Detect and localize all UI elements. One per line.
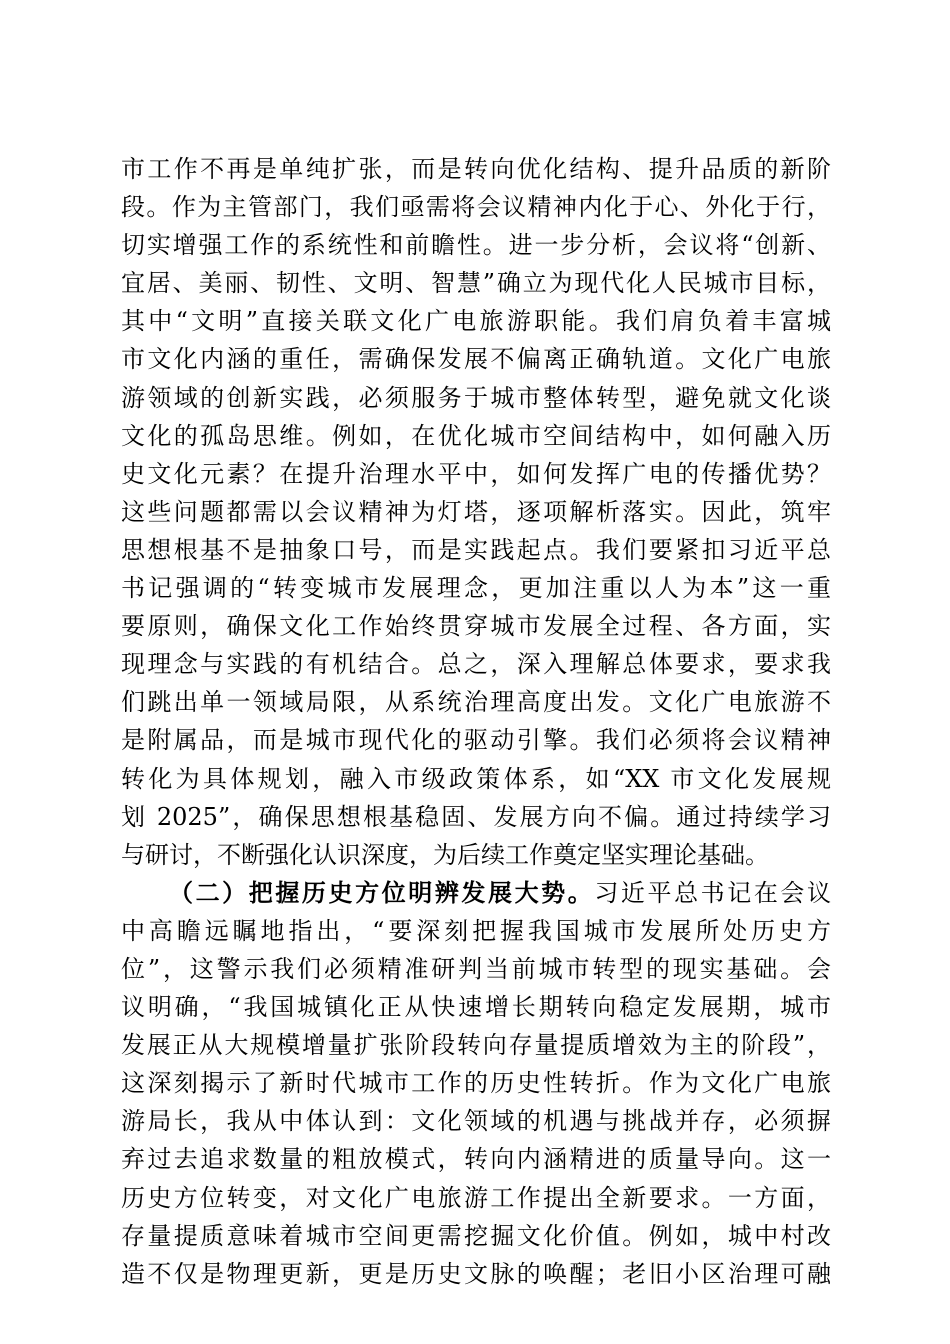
- text-line: 史文化元素？在提升治理水平中，如何发挥广电的传播优势？: [121, 459, 831, 488]
- text-line: 中高瞻远瞩地指出，“要深刻把握我国城市发展所处历史方: [121, 916, 831, 945]
- text-line: 转化为具体规划，融入市级政策体系，如“XX 市文化发展规: [121, 764, 831, 793]
- text-line: 段。作为主管部门，我们亟需将会议精神内化于心、外化于行，: [121, 193, 831, 222]
- text-span: 习近平总书记在会议: [594, 878, 832, 907]
- text-line: 这些问题都需以会议精神为灯塔，逐项解析落实。因此，筑牢: [121, 497, 831, 526]
- text-line: 思想根基不是抽象口号，而是实践起点。我们要紧扣习近平总: [121, 535, 831, 564]
- text-line: 们跳出单一领域局限，从系统治理高度出发。文化广电旅游不: [121, 688, 831, 717]
- text-line: 发展正从大规模增量扩张阶段转向存量提质增效为主的阶段”，: [121, 1031, 831, 1060]
- text-line: 游领域的创新实践，必须服务于城市整体转型，避免就文化谈: [121, 383, 831, 412]
- text-line: 要原则，确保文化工作始终贯穿城市发展全过程、各方面，实: [121, 612, 831, 641]
- text-line: 现理念与实践的有机结合。总之，深入理解总体要求，要求我: [121, 650, 831, 679]
- paragraph-2: [121, 874, 831, 1293]
- section-heading: （二）把握历史方位明辨发展大势。: [169, 877, 595, 907]
- body-text: [121, 150, 831, 1293]
- text-line: 其中“文明”直接关联文化广电旅游职能。我们肩负着丰富城: [121, 307, 831, 336]
- text-line: 文化的孤岛思维。例如，在优化城市空间结构中，如何融入历: [121, 421, 831, 450]
- text-line: 书记强调的“转变城市发展理念，更加注重以人为本”这一重: [121, 574, 831, 603]
- text-line: 市文化内涵的重任，需确保发展不偏离正确轨道。文化广电旅: [121, 345, 831, 374]
- text-line: 游局长，我从中体认到：文化领域的机遇与挑战并存，必须摒: [121, 1107, 831, 1136]
- paragraph-2-first-line: [121, 874, 831, 912]
- text-line: 划 2025”，确保思想根基稳固、发展方向不偏。通过持续学习: [121, 802, 831, 831]
- text-line: 议明确，“我国城镇化正从快速增长期转向稳定发展期，城市: [121, 993, 831, 1022]
- text-line: 切实增强工作的系统性和前瞻性。进一步分析，会议将“创新、: [121, 231, 831, 260]
- text-line: 位”，这警示我们必须精准研判当前城市转型的现实基础。会: [121, 954, 831, 983]
- text-line: 这深刻揭示了新时代城市工作的历史性转折。作为文化广电旅: [121, 1069, 831, 1098]
- text-line: 造不仅是物理更新，更是历史文脉的唤醒；老旧小区治理可融: [121, 1259, 831, 1288]
- text-line: 与研讨，不断强化认识深度，为后续工作奠定坚实理论基础。: [121, 840, 769, 869]
- text-line: 存量提质意味着城市空间更需挖掘文化价值。例如，城中村改: [121, 1221, 831, 1250]
- text-line: 市工作不再是单纯扩张，而是转向优化结构、提升品质的新阶: [121, 155, 831, 183]
- text-line: 弃过去追求数量的粗放模式，转向内涵精进的质量导向。这一: [121, 1145, 831, 1174]
- text-line: 历史方位转变，对文化广电旅游工作提出全新要求。一方面，: [121, 1183, 831, 1212]
- paragraph-1: [121, 150, 831, 874]
- text-line: 是附属品，而是城市现代化的驱动引擎。我们必须将会议精神: [121, 726, 831, 755]
- text-line: 宜居、美丽、韧性、文明、智慧”确立为现代化人民城市目标，: [121, 269, 831, 298]
